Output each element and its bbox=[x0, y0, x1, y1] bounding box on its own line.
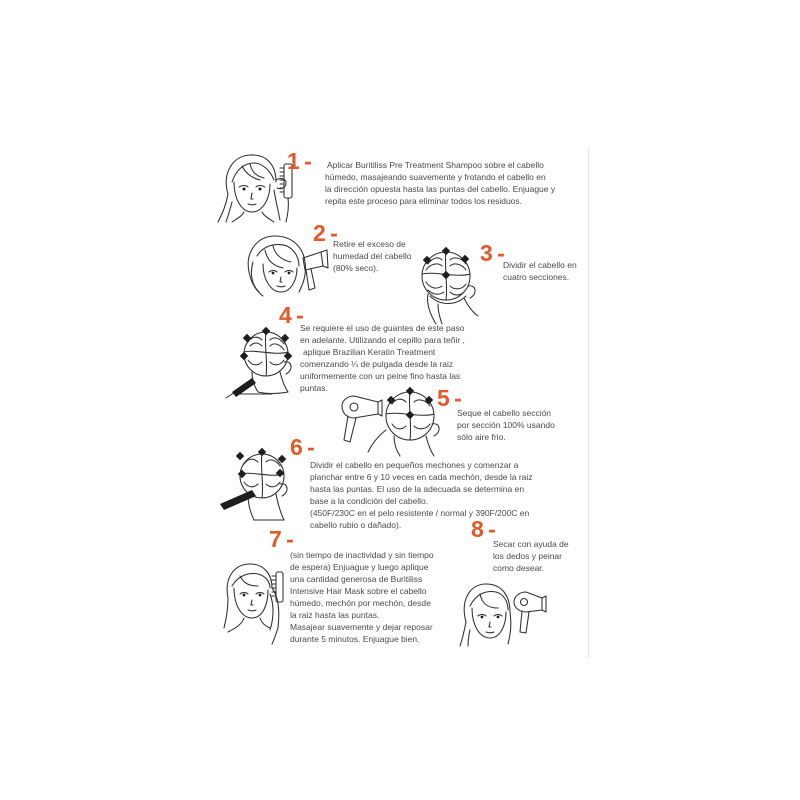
instruction-line: puntas. bbox=[300, 383, 328, 393]
instruction-line: como desear. bbox=[493, 563, 545, 573]
step-7-instructions bbox=[290, 549, 434, 645]
instruction-line: planchar entre 6 y 10 veces en cada mechón, desde la raiz bbox=[310, 472, 533, 482]
step-3-number: 3 - bbox=[480, 240, 504, 266]
instruction-line: húmedo, mechón por mechón, desde bbox=[290, 598, 431, 608]
step-8-number: 8 - bbox=[471, 516, 495, 542]
instruction-line: (80% seco). bbox=[333, 263, 379, 273]
instruction-line: cabello rubio o dañado). bbox=[310, 520, 402, 530]
instruction-line: Intensive Hair Mask sobre el cabello bbox=[290, 586, 427, 596]
illustration-step-4-apply-treatment bbox=[222, 322, 306, 402]
step-1-instructions bbox=[325, 159, 555, 207]
instruction-line: (sin tiempo de inactividad y sin tiempo bbox=[290, 550, 434, 560]
instruction-line: Retire el exceso de bbox=[333, 239, 406, 249]
instruction-line: la dirección opuesta hasta las puntas del cabello. Enjuague y bbox=[325, 184, 556, 194]
step-2-number: 2 - bbox=[313, 220, 337, 246]
illustration-step-6-flat-iron bbox=[218, 446, 296, 524]
illustration-step-8-finish bbox=[456, 578, 548, 648]
step-4-number: 4 - bbox=[279, 302, 303, 328]
instruction-line: aplique Brazilian Keratin Treatment bbox=[303, 347, 436, 357]
instruction-line: durante 5 minutos. Enjuague bien. bbox=[290, 634, 420, 644]
instruction-line: Seque el cabello sección bbox=[457, 408, 552, 418]
step-5-number: 5 - bbox=[437, 385, 461, 411]
instruction-line: Se requiere el uso de guantes de este paso bbox=[300, 323, 465, 333]
instruction-line: Dividir el cabello en pequeños mechones y comenzar a bbox=[310, 460, 519, 470]
instruction-line: Masajear suavemente y dejar reposar bbox=[290, 622, 433, 632]
step-5-instructions bbox=[457, 407, 555, 443]
instruction-line: comenzando ¼ de pulgada desde la raiz bbox=[300, 359, 454, 369]
instruction-line: Dividir el cabello en bbox=[503, 260, 577, 270]
step-2-instructions bbox=[333, 238, 411, 274]
step-6-instructions bbox=[310, 459, 533, 531]
instruction-line: de espera) Enjuague y luego aplique bbox=[290, 562, 429, 572]
step-6-number: 6 - bbox=[290, 434, 314, 460]
instruction-line: repita este proceso para eliminar todos los residuos. bbox=[325, 196, 523, 206]
instruction-line: una cantidad generosa de Buritiliss bbox=[290, 574, 423, 584]
instruction-line: base a la condición del cabello. bbox=[310, 496, 429, 506]
instruction-line: (450F/230C en el pelo resistente / normal y 390F/200C en bbox=[310, 508, 530, 518]
instruction-line: uniformemente con un peine fino hasta las bbox=[300, 371, 461, 381]
instruction-line: hasta las puntas. El uso de la adecuada se determina en bbox=[310, 484, 525, 494]
vertical-divider bbox=[588, 148, 589, 658]
step-1-number: 1 - bbox=[287, 148, 311, 174]
step-3-instructions bbox=[503, 259, 577, 283]
instruction-line: humedad del cabello bbox=[333, 251, 412, 261]
instruction-line: en adelante. Utilizando el cepillo para teñir , bbox=[300, 335, 465, 345]
step-4-instructions bbox=[300, 322, 465, 394]
instruction-line: los dedos y peinar bbox=[493, 551, 562, 561]
instruction-line: húmedo, masajeando suavemente y frotando el cabello en bbox=[325, 172, 546, 182]
illustration-step-7-hair-mask bbox=[218, 558, 290, 646]
instruction-line: por sección 100% usando bbox=[457, 420, 555, 430]
instruction-line: Aplicar Buritiliss Pre Treatment Shampoo sobre el cabello bbox=[327, 160, 544, 170]
step-7-number: 7 - bbox=[269, 526, 293, 552]
step-8-instructions bbox=[493, 538, 569, 574]
illustration-step-5-blow-dry bbox=[338, 384, 444, 458]
instruction-line: cuatro secciones. bbox=[503, 272, 570, 282]
illustration-step-3-sections bbox=[416, 244, 480, 326]
instruction-line: sólo aire frio. bbox=[457, 432, 506, 442]
instruction-line: la raiz hasta las puntas. bbox=[290, 610, 380, 620]
instruction-line: Secar con ayuda de bbox=[493, 539, 569, 549]
